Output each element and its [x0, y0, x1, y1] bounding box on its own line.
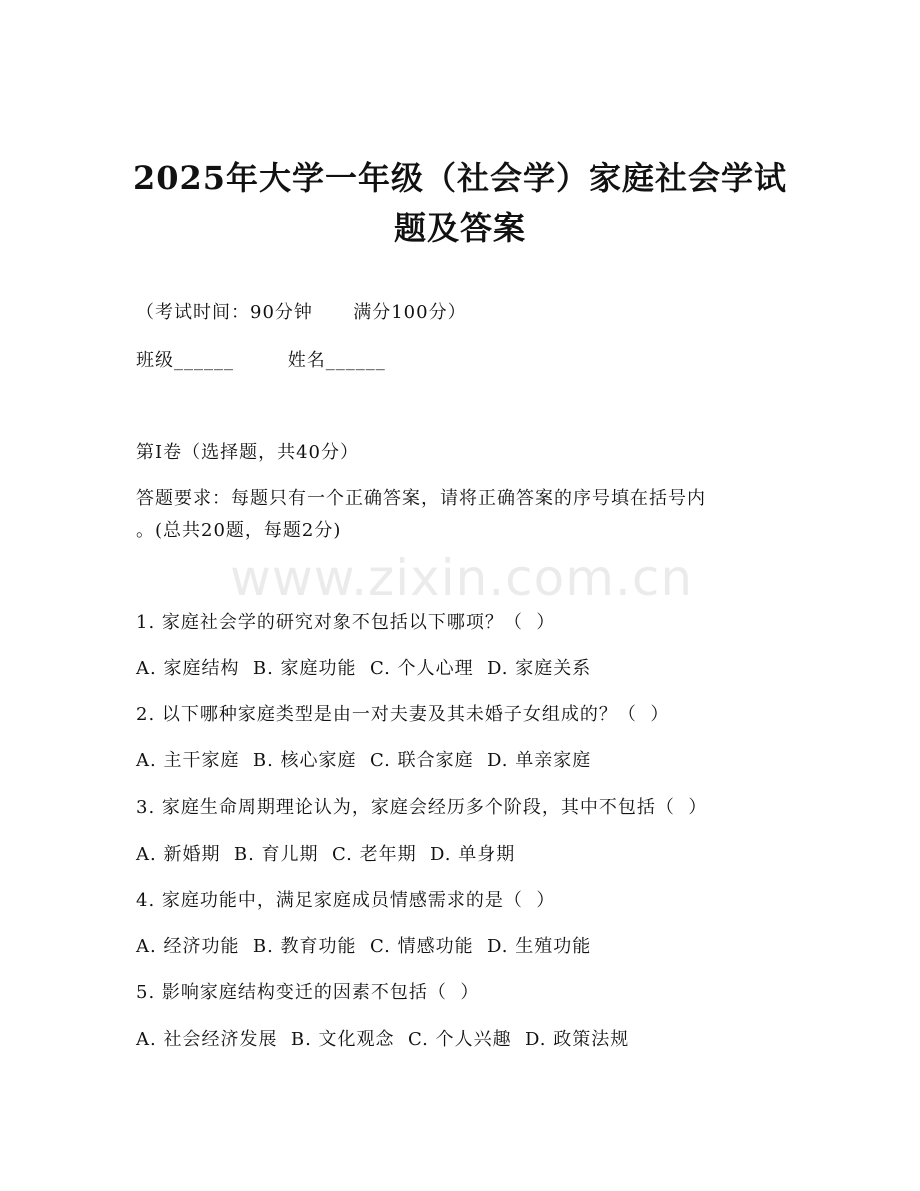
question-4-stem: 4. 家庭功能中，满足家庭成员情感需求的是（ ） [136, 890, 556, 911]
class-name-fields: 班级______ 姓名______ [136, 350, 386, 371]
question-3-options: A. 新婚期 B. 育儿期 C. 老年期 D. 单身期 [136, 844, 516, 865]
question-5-options: A. 社会经济发展 B. 文化观念 C. 个人兴趣 D. 政策法规 [136, 1029, 630, 1050]
instruction-line-2: 。(总共20题，每题2分) [136, 520, 342, 541]
watermark: www.zixin.com.cn [230, 549, 694, 607]
question-4-options: A. 经济功能 B. 教育功能 C. 情感功能 D. 生殖功能 [136, 936, 592, 957]
page-title-line-2: 题及答案 [393, 209, 526, 247]
exam-info: （考试时间：90分钟 满分100分） [136, 302, 467, 323]
question-2-options: A. 主干家庭 B. 核心家庭 C. 联合家庭 D. 单亲家庭 [136, 750, 592, 771]
question-3-stem: 3. 家庭生命周期理论认为，家庭会经历多个阶段，其中不包括（ ） [136, 797, 708, 818]
question-1-options: A. 家庭结构 B. 家庭功能 C. 个人心理 D. 家庭关系 [136, 658, 592, 679]
section-heading: 第I卷（选择题，共40分） [136, 442, 360, 463]
question-2-stem: 2. 以下哪种家庭类型是由一对夫妻及其未婚子女组成的？（ ） [136, 704, 670, 725]
question-1-stem: 1. 家庭社会学的研究对象不包括以下哪项？（ ） [136, 612, 556, 633]
question-5-stem: 5. 影响家庭结构变迁的因素不包括（ ） [136, 982, 480, 1003]
instruction-line-1: 答题要求：每题只有一个正确答案，请将正确答案的序号填在括号内 [136, 488, 706, 509]
page-title-line-1: 2025年大学一年级（社会学）家庭社会学试 [132, 159, 788, 197]
